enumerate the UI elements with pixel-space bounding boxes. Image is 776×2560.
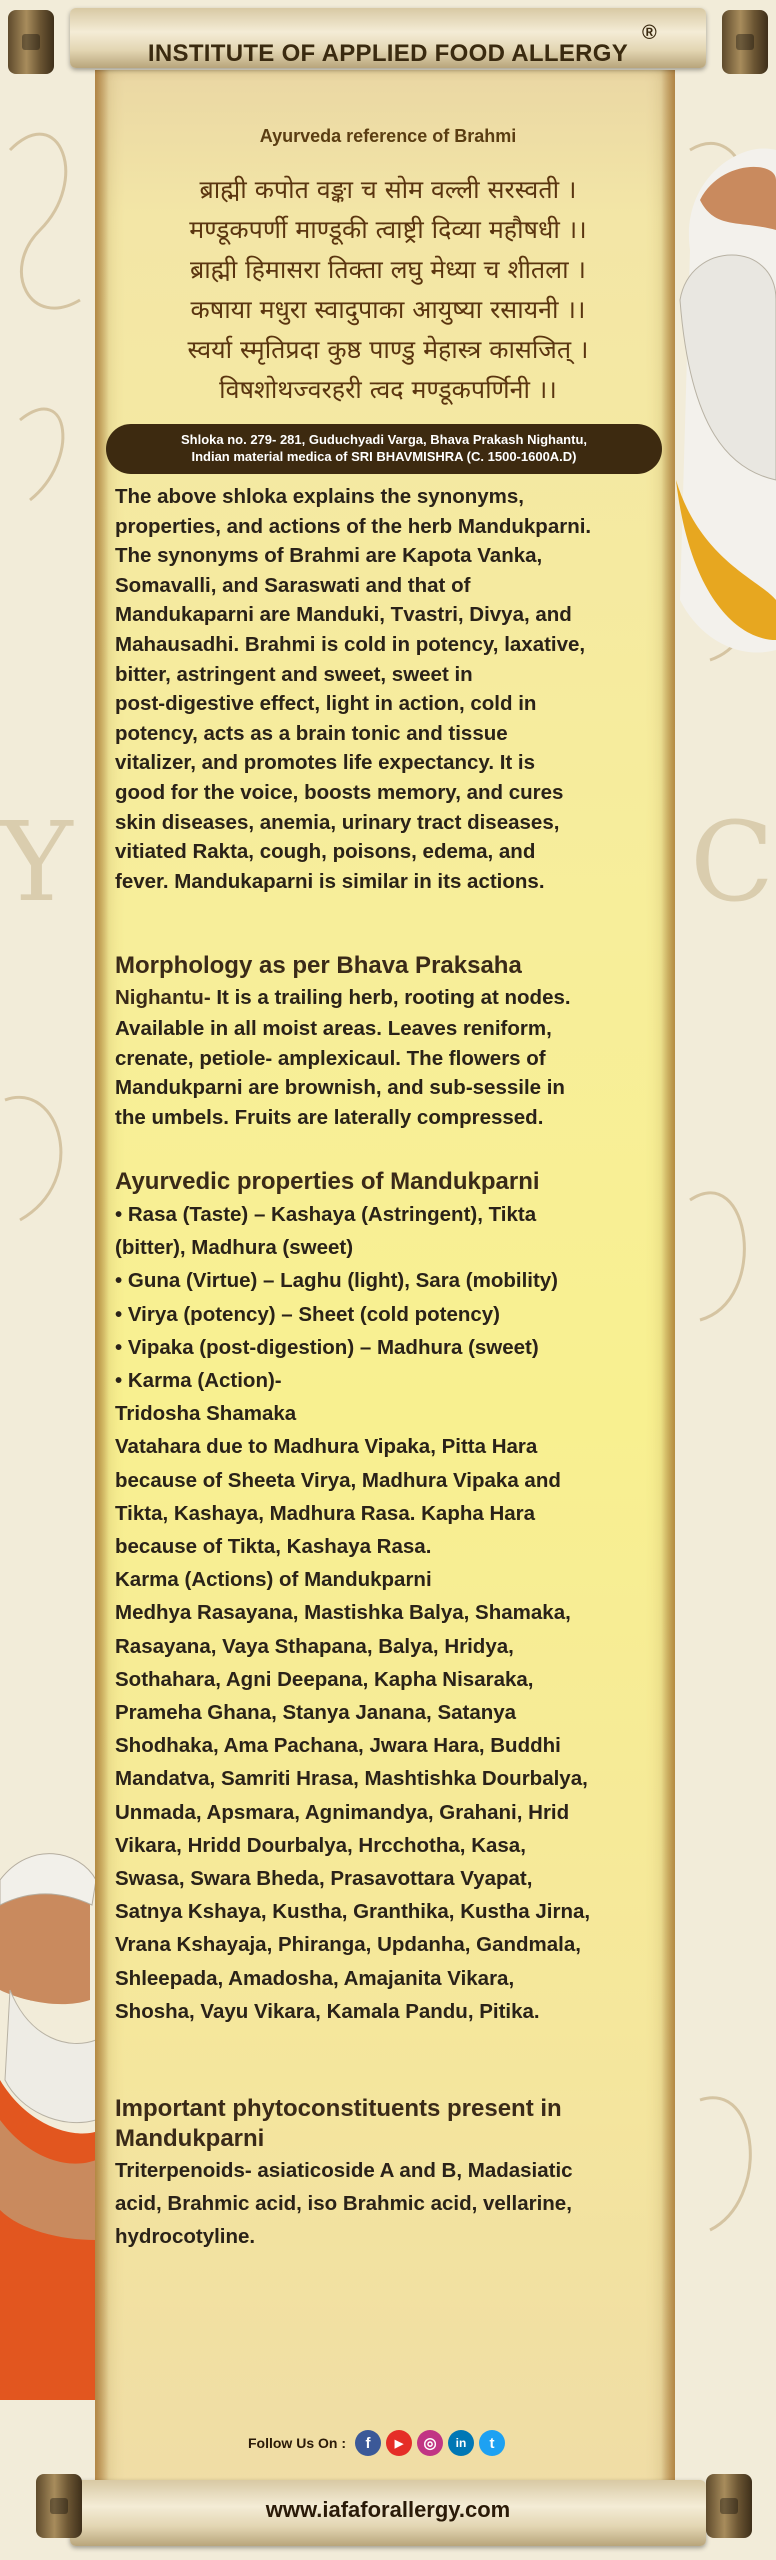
scroll-edge-right — [661, 70, 675, 2510]
svg-text:Y: Y — [0, 798, 73, 926]
text-line: Vrana Kshayaja, Phiranga, Updanha, Gandmala, — [115, 1933, 581, 1957]
text-line: Vikara, Hridd Dourbalya, Hrcchotha, Kasa, — [115, 1833, 526, 1857]
instagram-icon[interactable]: ◎ — [417, 2430, 443, 2456]
shloka-line: स्वर्या स्मृतिप्रदा कुष्ठ पाण्डु मेहास्त्र कासजित् । — [187, 335, 589, 364]
shloka-line: कषाया मधुरा स्वादुपाका आयुष्या रसायनी ।। — [190, 295, 586, 324]
source-line: Indian material medica of SRI BHAVMISHRA (C. 1500-1600A.D) — [191, 449, 577, 464]
properties-section — [115, 1166, 655, 2028]
morphology-lead: Nighantu- — [115, 986, 211, 1009]
text-line: Sothahara, Agni Deepana, Kapha Nisaraka, — [115, 1667, 534, 1691]
svg-text:C: C — [690, 798, 775, 926]
text-line: good for the voice, boosts memory, and cures — [115, 780, 564, 804]
text-line: fever. Mandukaparni is similar in its actions. — [115, 869, 545, 893]
text-line: Shosha, Vayu Vikara, Kamala Pandu, Pitika. — [115, 1999, 540, 2023]
phyto-heading: Important phytoconstituents present in — [115, 2095, 562, 2122]
text-line: Mandukparni are brownish, and sub-sessile in — [115, 1076, 565, 1100]
sage-illustration-right — [676, 148, 776, 652]
twitter-icon[interactable]: t — [479, 2430, 505, 2456]
text-line: the umbels. Fruits are laterally compressed. — [115, 1105, 544, 1129]
text-line: Satnya Kshaya, Kustha, Granthika, Kustha Jirna, — [115, 1900, 591, 1924]
social-follow-bar — [248, 2430, 505, 2456]
text-line: vitiated Rakta, cough, poisons, edema, and — [115, 840, 536, 864]
follow-label: Follow Us On : — [248, 2435, 346, 2451]
text-line: (bitter), Madhura (sweet) — [115, 1236, 354, 1260]
text-line: • Virya (potency) – Sheet (cold potency) — [115, 1302, 500, 1326]
shloka-line: मण्डूकपर्णी माण्डूकी त्वाष्ट्री दिव्या महौषधी ।। — [189, 215, 587, 244]
text-line: • Guna (Virtue) – Laghu (light), Sara (mobility) — [115, 1269, 559, 1293]
registered-mark: ® — [642, 22, 657, 44]
sage-illustration-left — [0, 1854, 110, 2400]
text-line: acid, Brahmic acid, iso Brahmic acid, vellarine, — [115, 2192, 572, 2216]
text-line: crenate, petiole- amplexicaul. The flowers of — [115, 1046, 546, 1070]
source-line: Shloka no. 279- 281, Guduchyadi Varga, Bhava Prakash Nighantu, — [180, 432, 588, 447]
text-line: Tikta, Kashaya, Madhura Rasa. Kapha Hara — [115, 1501, 536, 1525]
text-line: Triterpenoids- asiaticoside A and B, Madasiatic — [115, 2159, 573, 2182]
phytoconstituents-section — [115, 2094, 655, 2254]
text-line: Mandatva, Samriti Hrasa, Mashtishka Dourbalya, — [115, 1767, 588, 1791]
text-line: hydrocotyline. — [115, 2225, 256, 2249]
intro-paragraph — [115, 482, 655, 896]
text-line: Unmada, Apsmara, Agnimandya, Grahani, Hrid — [115, 1800, 570, 1824]
text-line — [115, 982, 655, 1014]
text-line: bitter, astringent and sweet, sweet in — [115, 662, 473, 686]
text-line: Swasa, Swara Bheda, Prasavottara Vyapat, — [115, 1867, 533, 1891]
phyto-heading: Mandukparni — [115, 2125, 265, 2152]
text-line: Mandukaparni are Manduki, Tvastri, Divya, and — [115, 603, 572, 627]
text-line: Shleepada, Amadosha, Amajanita Vikara, — [115, 1966, 515, 1990]
text-line: potency, acts as a brain tonic and tissue — [115, 721, 508, 745]
text-line: • Rasa (Taste) – Kashaya (Astringent), Tikta — [115, 1203, 537, 1226]
shloka-line: ब्राह्मी हिमासरा तिक्ता लघु मेध्या च शीतला । — [189, 255, 587, 284]
text-line: Available in all moist areas. Leaves reniform, — [115, 1017, 552, 1040]
text-line: Prameha Ghana, Stanya Janana, Satanya — [115, 1701, 517, 1725]
shloka-line: विषशोथज्वरहरी त्वद मण्डूकपर्णिनी ।। — [219, 375, 557, 404]
subtitle: Ayurveda reference of Brahmi — [259, 126, 517, 146]
website-link[interactable]: www.iafaforallergy.com — [265, 2497, 511, 2522]
morphology-first-text: It is a trailing herb, rooting at nodes. — [210, 986, 571, 1009]
text-line: The synonyms of Brahmi are Kapota Vanka, — [115, 544, 543, 568]
text-line: because of Tikta, Kashaya Rasa. — [115, 1535, 432, 1559]
linkedin-icon[interactable]: in — [448, 2430, 474, 2456]
text-line: Somavalli, and Saraswati and that of — [115, 573, 471, 597]
text-line: Tridosha Shamaka — [115, 1402, 297, 1426]
facebook-icon[interactable]: f — [355, 2430, 381, 2456]
morphology-section — [115, 950, 655, 1132]
text-line: Shodhaka, Ama Pachana, Jwara Hara, Buddhi — [115, 1734, 561, 1758]
text-line: Rasayana, Vaya Sthapana, Balya, Hridya, — [115, 1634, 514, 1658]
text-line: Medhya Rasayana, Mastishka Balya, Shamaka, — [115, 1601, 571, 1625]
morphology-heading: Morphology as per Bhava Praksaha — [115, 952, 522, 979]
source-citation-band — [106, 424, 662, 474]
text-line: because of Sheeta Virya, Madhura Vipaka and — [115, 1468, 561, 1492]
text-line: post-digestive effect, light in action, cold in — [115, 692, 537, 716]
text-line: Vatahara due to Madhura Vipaka, Pitta Hara — [115, 1435, 538, 1459]
header-title: INSTITUTE OF APPLIED FOOD ALLERGY — [147, 40, 629, 67]
text-line: Karma (Actions) of Mandukparni — [115, 1568, 432, 1592]
text-line: skin diseases, anemia, urinary tract diseases, — [115, 810, 560, 834]
text-line: • Vipaka (post-digestion) – Madhura (sweet) — [115, 1335, 539, 1359]
text-line: • Karma (Action)- — [115, 1369, 282, 1393]
text-line: The above shloka explains the synonyms, — [115, 485, 524, 508]
text-line: properties, and actions of the herb Mandukparni. — [115, 514, 592, 538]
youtube-icon[interactable]: ▶ — [386, 2430, 412, 2456]
shloka-block — [100, 170, 676, 410]
text-line: Mahausadhi. Brahmi is cold in potency, laxative, — [115, 632, 586, 656]
text-line: vitalizer, and promotes life expectancy. It is — [115, 751, 536, 775]
shloka-line: ब्राह्मी कपोत वङ्का च सोम वल्ली सरस्वती । — [199, 175, 577, 204]
properties-heading: Ayurvedic properties of Mandukparni — [115, 1168, 540, 1195]
